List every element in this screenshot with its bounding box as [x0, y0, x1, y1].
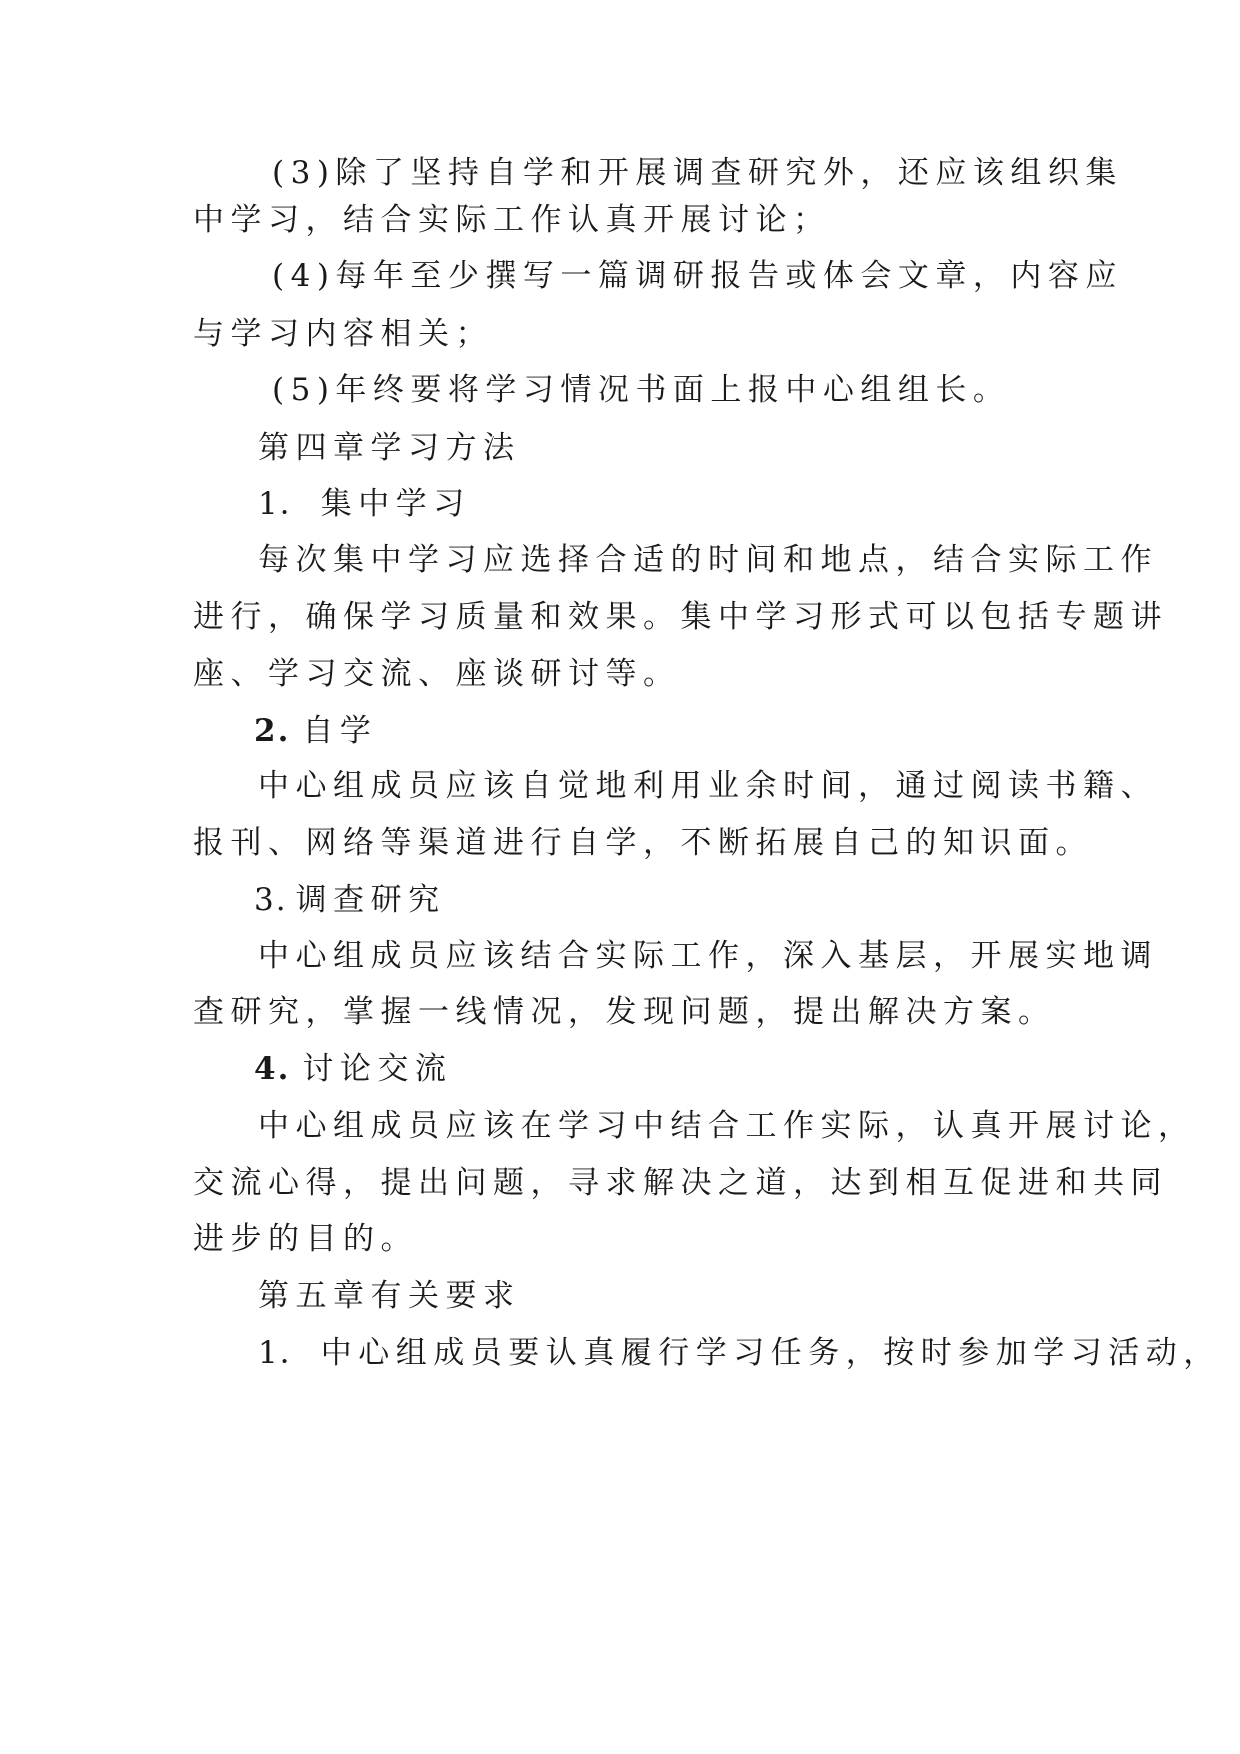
section-1-body-line-3: 座、学习交流、座谈研讨等。 — [193, 656, 681, 692]
section-2-number: 2. — [254, 713, 291, 749]
section-4-heading — [254, 1049, 452, 1089]
section-3-heading — [254, 880, 446, 920]
section-1-body-line-2: 进行，确保学习质量和效果。集中学习形式可以包括专题讲 — [193, 599, 1168, 635]
section-3-body-line-1: 中心组成员应该结合实际工作，深入基层，开展实地调 — [258, 938, 1158, 974]
section-4-body-line-3: 进步的目的。 — [193, 1221, 418, 1257]
chapter-5-heading: 第五章有关要求 — [258, 1278, 521, 1314]
paragraph-3-line-2: 中学习，结合实际工作认真开展讨论； — [193, 202, 831, 238]
section-4-body-line-2: 交流心得，提出问题，寻求解决之道，达到相互促进和共同 — [193, 1165, 1168, 1201]
section-1-number: 1． — [258, 486, 313, 522]
section-4-number: 4. — [254, 1051, 291, 1087]
section-2-heading — [254, 711, 377, 751]
section-4-title: 讨论交流 — [302, 1051, 453, 1087]
section-3-number: 3. — [254, 882, 288, 918]
requirement-1 — [258, 1333, 1221, 1373]
section-2-title: 自学 — [302, 713, 378, 749]
paragraph-4-line-1: (4)每年至少撰写一篇调研报告或体会文章，内容应 — [272, 258, 1123, 294]
section-2-body-line-2: 报刊、网络等渠道进行自学，不断拓展自己的知识面。 — [193, 825, 1093, 861]
section-1-heading — [258, 484, 471, 524]
section-1-body-line-1: 每次集中学习应选择合适的时间和地点，结合实际工作 — [258, 542, 1158, 578]
paragraph-4-line-2: 与学习内容相关； — [193, 316, 493, 352]
paragraph-5-line-1: (5)年终要将学习情况书面上报中心组组长。 — [272, 372, 1011, 408]
section-2-body-line-1: 中心组成员应该自觉地利用业余时间，通过阅读书籍、 — [258, 768, 1158, 804]
section-1-title: 集中学习 — [320, 486, 471, 522]
section-3-body-line-2: 查研究，掌握一线情况，发现问题，提出解决方案。 — [193, 994, 1056, 1030]
requirement-1-text: 中心组成员要认真履行学习任务，按时参加学习活动， — [320, 1335, 1221, 1371]
section-4-body-line-1: 中心组成员应该在学习中结合工作实际，认真开展讨论， — [258, 1108, 1196, 1144]
section-3-title: 调查研究 — [295, 882, 446, 918]
paragraph-3-line-1: (3)除了坚持自学和开展调查研究外，还应该组织集 — [272, 155, 1123, 191]
chapter-4-heading: 第四章学习方法 — [258, 430, 521, 466]
requirement-1-number: 1． — [258, 1335, 313, 1371]
